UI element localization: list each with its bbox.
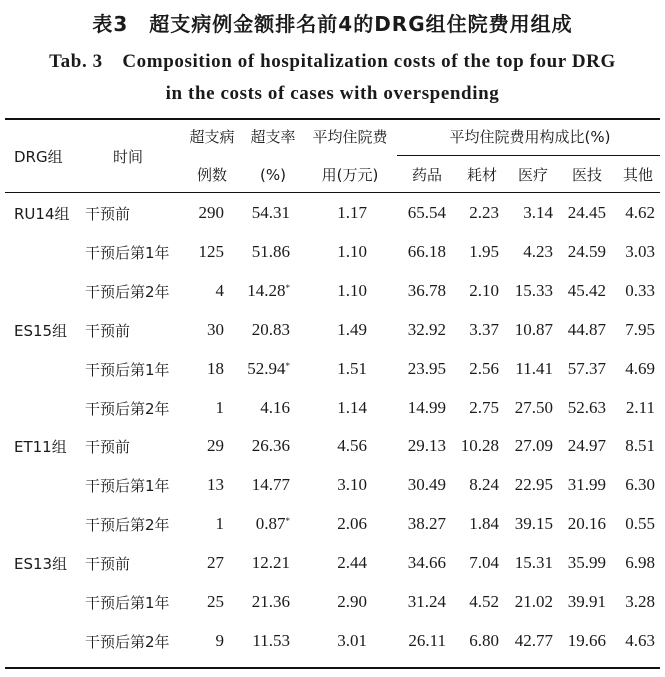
cell-rate-value: 54.31 bbox=[251, 203, 290, 222]
cell-cases-value: 290 bbox=[198, 203, 224, 222]
cell-technique bbox=[568, 243, 606, 261]
cell-medical-value: 22.95 bbox=[514, 475, 553, 495]
cell-rate-value: 12.21 bbox=[251, 553, 290, 573]
cell-medical bbox=[523, 243, 553, 261]
cell-consumable bbox=[469, 321, 499, 339]
cell-avg-cost bbox=[337, 437, 367, 455]
table-title-cn: 表3 超支病例金额排名前4的DRG组住院费用组成 bbox=[92, 12, 573, 36]
cell-other bbox=[625, 554, 655, 572]
cell-technique-value: 35.99 bbox=[567, 553, 606, 573]
cell-technique-value: 20.16 bbox=[567, 514, 606, 534]
header-other: 其他 bbox=[622, 166, 654, 184]
cell-consumable-value: 2.75 bbox=[469, 397, 499, 417]
table-title-en-line2: in the costs of cases with overspending bbox=[165, 83, 500, 104]
drg-group-label: ES13组 bbox=[14, 555, 68, 574]
cell-other bbox=[625, 632, 655, 650]
drg-group-label: ET11组 bbox=[14, 438, 67, 457]
cell-cases bbox=[207, 593, 224, 611]
cell-medical-value: 15.33 bbox=[514, 280, 553, 300]
cell-medical-value: 27.09 bbox=[514, 436, 553, 456]
cell-other-value: 4.69 bbox=[625, 358, 655, 378]
cell-medical bbox=[515, 554, 553, 572]
cell-cases bbox=[216, 632, 225, 650]
cell-other-value: 8.51 bbox=[625, 436, 655, 456]
cell-technique bbox=[568, 515, 606, 533]
cell-medical-value: 10.87 bbox=[514, 319, 553, 339]
cell-medical bbox=[515, 437, 553, 455]
cell-consumable bbox=[469, 554, 499, 572]
cell-medical bbox=[515, 282, 553, 300]
cell-medical-value: 11.41 bbox=[515, 358, 553, 378]
cell-rate bbox=[252, 321, 290, 339]
cell-other-value: 3.28 bbox=[625, 592, 655, 611]
cell-drug-value: 65.54 bbox=[407, 203, 446, 222]
cell-technique bbox=[568, 476, 606, 494]
cell-drug-value: 29.13 bbox=[407, 436, 446, 456]
cell-medical bbox=[515, 593, 553, 611]
cell-rate bbox=[252, 243, 290, 261]
cell-cases-value: 29 bbox=[207, 436, 224, 456]
table-bottom-rule bbox=[5, 667, 660, 669]
header-consumable: 耗材 bbox=[466, 166, 498, 184]
cell-cases-value: 9 bbox=[215, 630, 224, 650]
cell-drug bbox=[408, 204, 446, 222]
cell-technique-value: 39.91 bbox=[567, 592, 606, 611]
cell-avg-cost bbox=[337, 554, 367, 572]
cell-drug bbox=[408, 399, 446, 417]
cell-technique bbox=[568, 360, 606, 378]
cell-avg-cost-value: 2.06 bbox=[337, 514, 367, 534]
cell-period: 干预后第1年 bbox=[85, 360, 170, 379]
header-time: 时间 bbox=[112, 148, 144, 166]
cell-medical-value: 42.77 bbox=[514, 630, 553, 650]
cell-consumable bbox=[469, 243, 499, 261]
cell-cases bbox=[199, 204, 225, 222]
cell-technique bbox=[568, 593, 606, 611]
cell-rate bbox=[252, 476, 290, 494]
cell-cases bbox=[216, 399, 225, 417]
cell-cases-value: 13 bbox=[207, 475, 224, 495]
cell-technique-value: 19.66 bbox=[567, 630, 606, 650]
cell-rate-value: 14.77 bbox=[251, 475, 290, 495]
cell-cases bbox=[207, 437, 224, 455]
cell-rate-value: 21.36 bbox=[251, 592, 290, 611]
cell-cases-value: 1 bbox=[215, 514, 224, 534]
header-cases-line1: 超支病 bbox=[189, 128, 235, 146]
header-bottom-rule bbox=[5, 192, 660, 193]
cell-cases-value: 1 bbox=[215, 397, 224, 417]
cell-consumable-value: 6.80 bbox=[469, 630, 499, 650]
cell-cases-value: 25 bbox=[207, 592, 224, 611]
header-avg-line2: 用(万元) bbox=[321, 166, 379, 184]
header-rate-line2: (%) bbox=[260, 166, 286, 184]
cell-other bbox=[625, 593, 655, 611]
header-rate-line1: 超支率 bbox=[250, 128, 296, 146]
header-drg: DRG组 bbox=[14, 148, 63, 166]
cell-avg-cost bbox=[337, 204, 367, 222]
cell-drug-value: 66.18 bbox=[407, 241, 446, 261]
drg-group-label: RU14组 bbox=[14, 205, 70, 223]
cell-rate bbox=[247, 282, 290, 300]
cell-avg-cost-value: 1.17 bbox=[337, 203, 367, 222]
cell-period: 干预前 bbox=[85, 438, 131, 457]
cell-drug-value: 36.78 bbox=[407, 280, 446, 300]
cell-period: 干预后第1年 bbox=[85, 243, 170, 262]
cell-period: 干预前 bbox=[85, 321, 131, 340]
cell-rate-value: 4.16 bbox=[260, 397, 290, 417]
cell-consumable bbox=[469, 593, 499, 611]
header-avg-line1: 平均住院费 bbox=[312, 128, 388, 146]
cell-technique-value: 24.59 bbox=[567, 241, 606, 261]
cell-other-value: 4.62 bbox=[625, 203, 655, 222]
cell-avg-cost-value: 2.44 bbox=[337, 553, 367, 573]
cell-medical bbox=[515, 321, 553, 339]
cell-drug bbox=[408, 437, 446, 455]
cell-cases bbox=[207, 554, 224, 572]
cell-cases-value: 27 bbox=[207, 553, 224, 573]
significance-mark: * bbox=[285, 282, 290, 293]
cell-drug bbox=[408, 321, 446, 339]
cell-medical-value: 4.23 bbox=[523, 241, 553, 261]
cell-avg-cost bbox=[337, 632, 367, 650]
cell-avg-cost-value: 3.01 bbox=[337, 630, 367, 650]
cell-cases bbox=[207, 476, 224, 494]
cell-consumable-value: 3.37 bbox=[469, 319, 499, 339]
cell-avg-cost bbox=[337, 321, 367, 339]
cell-technique-value: 44.87 bbox=[567, 319, 606, 339]
cell-avg-cost-value: 2.90 bbox=[337, 592, 367, 611]
table-top-rule bbox=[5, 118, 660, 120]
cell-avg-cost-value: 3.10 bbox=[337, 475, 367, 495]
cell-consumable-value: 2.23 bbox=[469, 203, 499, 222]
cell-medical bbox=[523, 204, 553, 222]
cell-cases-value: 125 bbox=[198, 241, 224, 261]
cell-consumable bbox=[469, 515, 499, 533]
cell-drug bbox=[408, 515, 446, 533]
cell-rate-value: 20.83 bbox=[251, 319, 290, 339]
cell-drug bbox=[408, 360, 446, 378]
cell-consumable bbox=[469, 476, 499, 494]
table-title-en-line1: Tab. 3 Composition of hospitalization costs of the top four DRG bbox=[49, 51, 616, 72]
cell-technique bbox=[568, 204, 606, 222]
cell-rate bbox=[252, 437, 290, 455]
cell-drug bbox=[408, 593, 446, 611]
cell-consumable-value: 4.52 bbox=[469, 592, 499, 611]
cell-technique bbox=[568, 632, 606, 650]
cell-cases bbox=[207, 321, 224, 339]
header-medical: 医疗 bbox=[517, 166, 549, 184]
cell-avg-cost-value: 1.10 bbox=[337, 280, 367, 300]
header-composition: 平均住院费用构成比(%) bbox=[449, 128, 611, 146]
cell-period: 干预后第1年 bbox=[85, 594, 170, 612]
cell-consumable-value: 1.84 bbox=[469, 514, 499, 534]
cell-rate bbox=[252, 554, 290, 572]
cell-consumable-value: 10.28 bbox=[460, 436, 499, 456]
cell-other-value: 6.30 bbox=[625, 475, 655, 495]
cell-other bbox=[625, 204, 655, 222]
cell-other-value: 7.95 bbox=[625, 319, 655, 339]
cell-drug bbox=[408, 554, 446, 572]
cell-technique-value: 45.42 bbox=[567, 280, 606, 300]
cell-technique-value: 52.63 bbox=[567, 397, 606, 417]
cell-rate bbox=[247, 360, 290, 378]
cell-drug bbox=[408, 632, 446, 650]
significance-mark: * bbox=[285, 516, 290, 527]
header-drug: 药品 bbox=[411, 166, 443, 184]
cell-consumable bbox=[469, 282, 499, 300]
cell-technique bbox=[568, 321, 606, 339]
cell-rate-value: 11.53 bbox=[252, 630, 290, 650]
cell-avg-cost bbox=[337, 243, 367, 261]
cell-avg-cost bbox=[337, 282, 367, 300]
cell-medical bbox=[515, 515, 553, 533]
cell-drug bbox=[408, 476, 446, 494]
cell-medical-value: 3.14 bbox=[523, 203, 553, 222]
cell-other bbox=[625, 360, 655, 378]
cell-consumable-value: 7.04 bbox=[469, 553, 499, 573]
cell-avg-cost bbox=[337, 515, 367, 533]
cell-avg-cost-value: 1.14 bbox=[337, 397, 367, 417]
cell-drug-value: 38.27 bbox=[407, 514, 446, 534]
cell-rate bbox=[252, 204, 290, 222]
cell-medical bbox=[515, 360, 553, 378]
cell-technique-value: 24.97 bbox=[567, 436, 606, 456]
cell-cases bbox=[216, 515, 225, 533]
cell-consumable-value: 2.10 bbox=[469, 280, 499, 300]
composition-sub-rule bbox=[397, 155, 660, 156]
cell-cases bbox=[199, 243, 225, 261]
cell-rate bbox=[252, 593, 290, 611]
cell-rate-value: 0.87 bbox=[255, 514, 286, 534]
cell-avg-cost-value: 4.56 bbox=[337, 436, 367, 456]
cell-other bbox=[625, 243, 655, 261]
cell-medical-value: 39.15 bbox=[514, 514, 553, 534]
cell-cases bbox=[207, 360, 224, 378]
cell-other-value: 6.98 bbox=[625, 553, 655, 573]
cell-period: 干预后第2年 bbox=[85, 516, 170, 535]
cell-period: 干预后第2年 bbox=[85, 632, 170, 651]
cell-medical bbox=[515, 399, 553, 417]
cell-cases bbox=[216, 282, 225, 300]
cell-rate-value: 14.28 bbox=[247, 280, 286, 300]
cell-drug bbox=[408, 243, 446, 261]
cell-drug-value: 34.66 bbox=[407, 553, 446, 573]
cell-other bbox=[626, 399, 655, 417]
cell-rate-value: 51.86 bbox=[251, 241, 290, 261]
cell-avg-cost-value: 1.49 bbox=[337, 319, 367, 339]
cell-rate bbox=[252, 632, 290, 650]
cell-rate bbox=[260, 399, 290, 417]
cell-cases-value: 30 bbox=[207, 319, 224, 339]
cell-drug bbox=[408, 282, 446, 300]
cell-consumable-value: 1.95 bbox=[469, 241, 499, 261]
header-technique: 医技 bbox=[571, 166, 603, 184]
cell-other bbox=[625, 321, 655, 339]
cell-avg-cost-value: 1.51 bbox=[337, 358, 367, 378]
cell-consumable bbox=[469, 204, 499, 222]
cell-other-value: 4.63 bbox=[625, 630, 655, 650]
cell-rate bbox=[256, 515, 290, 533]
cell-rate-value: 26.36 bbox=[251, 436, 290, 456]
cell-other-value: 2.11 bbox=[625, 397, 655, 417]
cell-rate-value: 52.94 bbox=[247, 358, 286, 378]
cell-consumable bbox=[469, 399, 499, 417]
cell-avg-cost bbox=[337, 399, 367, 417]
cell-other-value: 0.55 bbox=[625, 514, 655, 534]
cell-drug-value: 14.99 bbox=[407, 397, 446, 417]
cell-avg-cost-value: 1.10 bbox=[337, 241, 367, 261]
drg-group-label: ES15组 bbox=[14, 321, 68, 340]
cell-avg-cost bbox=[337, 360, 367, 378]
cell-period: 干预前 bbox=[85, 205, 131, 223]
cell-technique-value: 24.45 bbox=[567, 203, 606, 222]
cell-technique bbox=[568, 554, 606, 572]
cell-technique bbox=[568, 282, 606, 300]
cell-drug-value: 26.11 bbox=[408, 630, 446, 650]
cell-drug-value: 31.24 bbox=[407, 592, 446, 611]
cell-avg-cost bbox=[337, 593, 367, 611]
header-cases-line2: 例数 bbox=[196, 166, 228, 184]
cell-other-value: 3.03 bbox=[625, 241, 655, 261]
cell-cases-value: 4 bbox=[215, 280, 224, 300]
cell-drug-value: 32.92 bbox=[407, 319, 446, 339]
cell-medical bbox=[515, 476, 553, 494]
cell-other bbox=[625, 282, 655, 300]
cell-technique bbox=[568, 399, 606, 417]
cell-avg-cost bbox=[337, 476, 367, 494]
cell-period: 干预前 bbox=[85, 555, 131, 574]
cell-other bbox=[625, 515, 655, 533]
cell-other-value: 0.33 bbox=[625, 280, 655, 300]
cell-other bbox=[625, 476, 655, 494]
significance-mark: * bbox=[285, 360, 290, 371]
cell-consumable-value: 8.24 bbox=[469, 475, 499, 495]
cell-period: 干预后第2年 bbox=[85, 399, 170, 418]
cell-consumable bbox=[461, 437, 499, 455]
cell-medical-value: 15.31 bbox=[514, 553, 553, 573]
cell-technique-value: 31.99 bbox=[567, 475, 606, 495]
cell-period: 干预后第1年 bbox=[85, 477, 170, 496]
cell-consumable bbox=[469, 632, 499, 650]
cell-cases-value: 18 bbox=[207, 358, 224, 378]
cell-medical-value: 21.02 bbox=[514, 592, 553, 611]
cell-consumable-value: 2.56 bbox=[469, 358, 499, 378]
cell-drug-value: 23.95 bbox=[407, 358, 446, 378]
cell-period: 干预后第2年 bbox=[85, 282, 170, 301]
cell-medical-value: 27.50 bbox=[514, 397, 553, 417]
cell-medical bbox=[515, 632, 553, 650]
cell-drug-value: 30.49 bbox=[407, 475, 446, 495]
cell-other bbox=[625, 437, 655, 455]
cell-technique-value: 57.37 bbox=[567, 358, 606, 378]
cell-consumable bbox=[469, 360, 499, 378]
cell-technique bbox=[568, 437, 606, 455]
